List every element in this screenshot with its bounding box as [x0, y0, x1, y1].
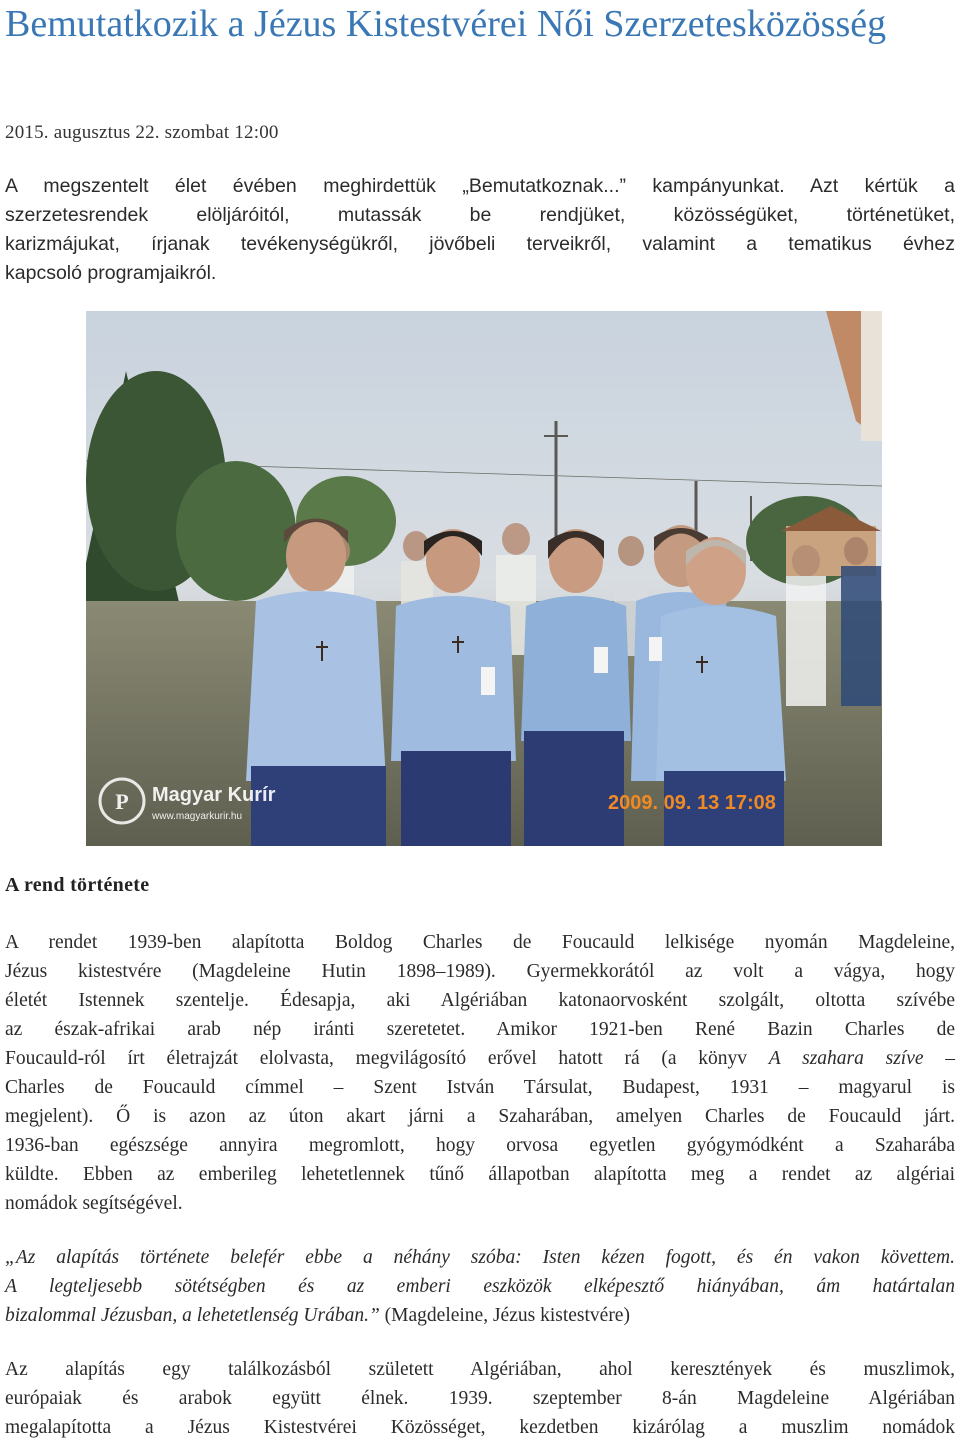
- quote-attribution: (Magdeleine, Jézus kistestvére): [384, 1305, 630, 1326]
- history-line: az észak-afrikai arab nép iránti szeretetet. Amikor 1921-ben René Bazin Charles de: [5, 1019, 955, 1040]
- book-title: A szahara szíve –: [768, 1048, 956, 1069]
- history-line: [5, 1044, 955, 1073]
- history-line: küldte. Ebben az emberileg lehetetlennek tűnő állapotban alapította meg a rendet az algériai: [5, 1164, 955, 1185]
- quote-line: [5, 1301, 955, 1330]
- intro-line: szerzetesrendek elöljáróitól, mutassák be rendjüket, közösségüket, történetüket,: [5, 204, 955, 226]
- svg-text:Magyar Kurír: Magyar Kurír: [152, 784, 276, 806]
- intro-line: kapcsoló programjaikról.: [5, 262, 217, 284]
- article-title: Bemutatkozik a Jézus Kistestvérei Női Szerzetesközösség: [5, 3, 887, 45]
- quote-line-text: bizalommal Jézusban, a lehetetlenség Urában.”: [5, 1305, 380, 1326]
- history-line-text: Foucauld-ról írt életrajzát elolvasta, megvilágosító erővel hatott rá (a könyv: [5, 1048, 748, 1069]
- history-line: életét Istennek szentelje. Édesapja, aki Algériában katonaorvosként szolgált, oltotta szívébe: [5, 990, 955, 1011]
- history-line: megjelent). Ő is azon az úton akart járni a Szaharában, amelyen Charles de Foucauld járt.: [5, 1106, 955, 1127]
- history-line: nomádok segítségével.: [5, 1193, 183, 1214]
- quote-line: „Az alapítás története belefér ebbe a néhány szóba: Isten kézen fogott, és én vakon követtem.: [5, 1247, 955, 1268]
- article-date: 2015. augusztus 22. szombat 12:00: [5, 122, 279, 143]
- svg-text:P: P: [115, 789, 129, 814]
- closing-line: megalapította a Jézus Kistestvérei Közösséget, kezdetben kizárólag a muszlim nomádok: [5, 1417, 955, 1438]
- quote-paragraph: [5, 1243, 955, 1330]
- closing-paragraph: [5, 1355, 955, 1442]
- history-paragraph: [5, 928, 955, 1218]
- section-heading: A rend története: [5, 874, 150, 896]
- group-photo: [86, 311, 882, 846]
- history-line: Charles de Foucauld címmel – Szent István Társulat, Budapest, 1931 – magyarul is: [5, 1077, 955, 1098]
- history-line: A rendet 1939-ben alapította Boldog Charles de Foucauld lelkisége nyomán Magdeleine,: [5, 932, 955, 953]
- closing-line: Az alapítás egy találkozásból született Algériában, ahol keresztények és muszlimok,: [5, 1359, 955, 1380]
- quote-line: A legteljesebb sötétségben és az emberi eszközök elképesztő hiányában, ám határtalan: [5, 1276, 955, 1297]
- intro-line: karizmájukat, írjanak tevékenységükről, jövőbeli terveikről, valamint a tematikus évhez: [5, 233, 955, 255]
- history-line: Jézus kistestvére (Magdeleine Hutin 1898–1989). Gyermekkorától az volt a vágya, hogy: [5, 961, 955, 982]
- intro-paragraph: [5, 172, 955, 288]
- svg-text:www.magyarkurir.hu: www.magyarkurir.hu: [152, 811, 243, 822]
- history-line: 1936-ban egészsége annyira megromlott, hogy orvosa egyetlen gyógymódként a Szaharába: [5, 1135, 955, 1156]
- closing-line: európaiak és arabok együtt élnek. 1939. szeptember 8-án Magdeleine Algériában: [5, 1388, 955, 1409]
- photo-timestamp: 2009. 09. 13 17:08: [608, 792, 776, 814]
- intro-line: A megszentelt élet évében meghirdettük „Bemutatkoznak...” kampányunkat. Azt kértük a: [5, 175, 955, 197]
